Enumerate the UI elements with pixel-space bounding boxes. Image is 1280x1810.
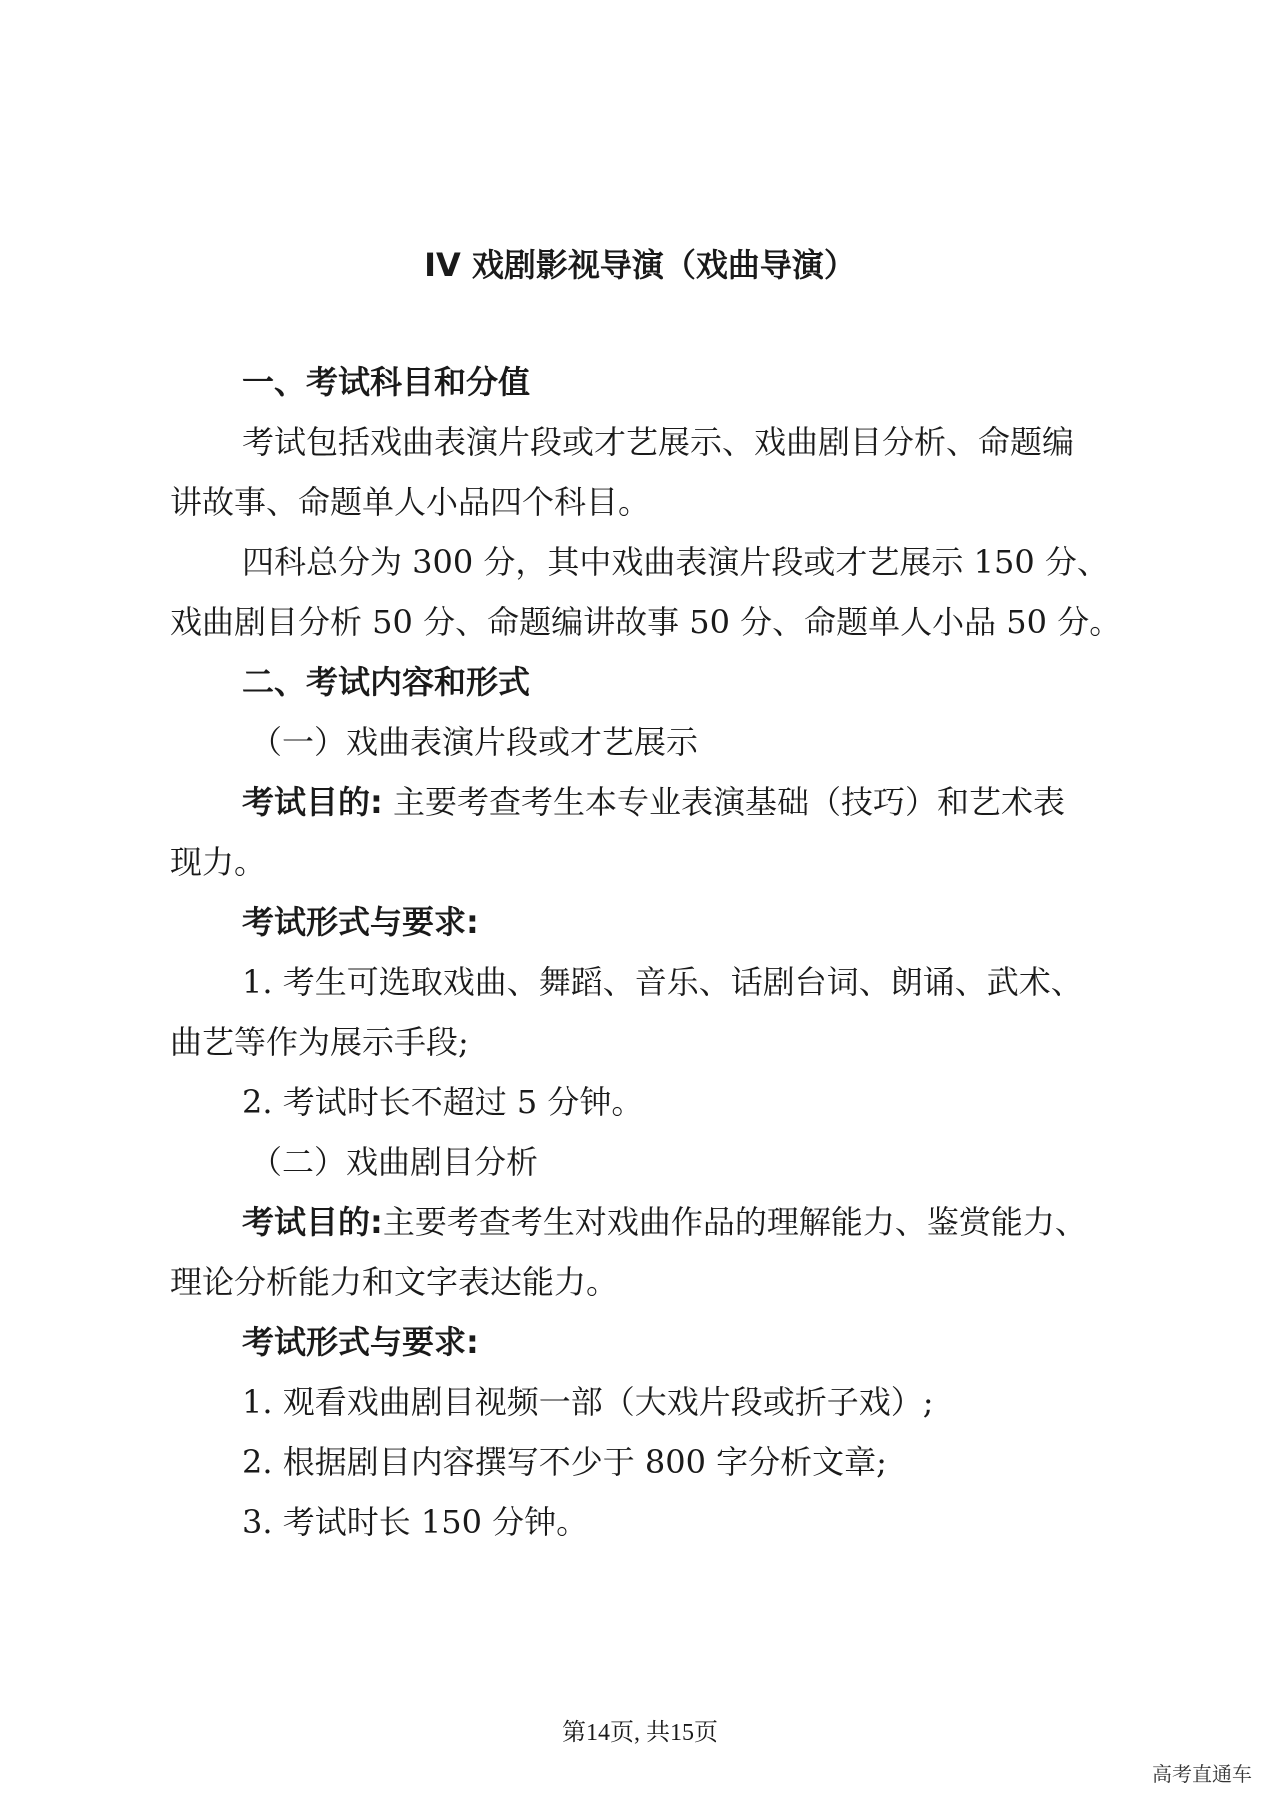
subsection-title: （一）戏曲表演片段或才艺展示 [250,723,699,761]
paragraph-line: 戏曲剧目分析 50 分、命题编讲故事 50 分、命题单人小品 50 分。 [170,603,1122,641]
page-title: IV 戏剧影视导演（戏曲导演） [424,246,856,284]
list-item: 曲艺等作为展示手段; [170,1023,469,1061]
purpose-text: 主要考查考生对戏曲作品的理解能力、鉴赏能力、 [382,1203,1087,1241]
section1-heading: 一、考试科目和分值 [242,363,531,401]
list-item: 3. 考试时长 150 分钟。 [242,1503,589,1541]
form-label: 考试形式与要求: [242,903,479,941]
paragraph-line: 现力。 [170,843,267,881]
watermark: 高考直通车 [1152,1762,1252,1786]
purpose-text: 主要考查考生本专业表演基础（技巧）和艺术表 [382,783,1065,821]
subsection-title: （二）戏曲剧目分析 [250,1143,539,1181]
purpose-line [242,782,1202,822]
purpose-line [242,1202,1202,1242]
paragraph-line: 考试包括戏曲表演片段或才艺展示、戏曲剧目分析、命题编 [242,423,1075,461]
paragraph-line: 讲故事、命题单人小品四个科目。 [170,483,651,521]
list-item: 2. 考试时长不超过 5 分钟。 [242,1083,644,1121]
purpose-label: 考试目的: [242,783,383,821]
page-number: 第14页, 共15页 [562,1720,718,1746]
section2-heading: 二、考试内容和形式 [242,663,531,701]
purpose-label: 考试目的: [242,1203,383,1241]
list-item: 1. 考生可选取戏曲、舞蹈、音乐、话剧台词、朗诵、武术、 [242,963,1083,1001]
paragraph-line: 四科总分为 300 分，其中戏曲表演片段或才艺展示 150 分、 [242,543,1109,581]
list-item: 2. 根据剧目内容撰写不少于 800 字分析文章; [242,1443,887,1481]
form-label: 考试形式与要求: [242,1323,479,1361]
list-item: 1. 观看戏曲剧目视频一部（大戏片段或折子戏）; [242,1383,934,1421]
paragraph-line: 理论分析能力和文字表达能力。 [170,1263,619,1301]
